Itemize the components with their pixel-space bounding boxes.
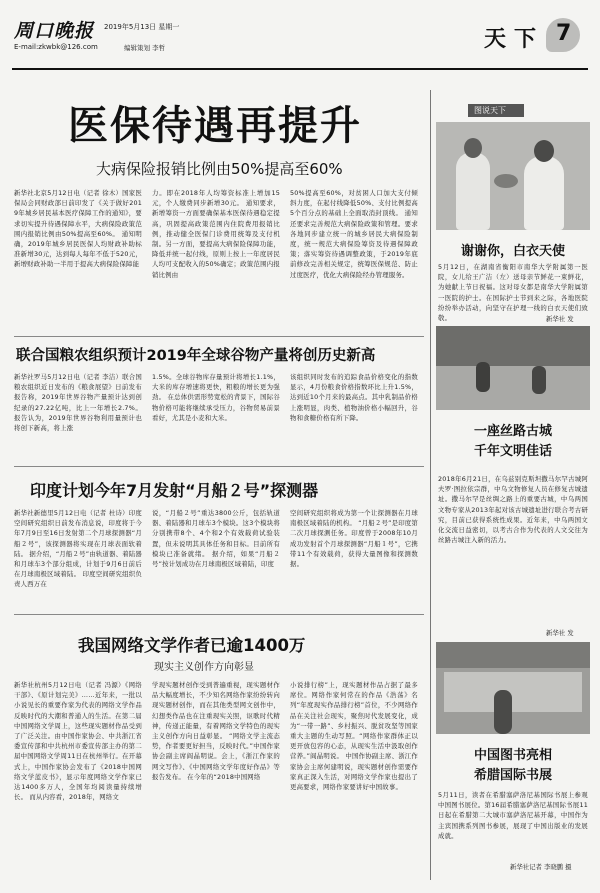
- sidebar-credit-2: 新华社 发: [546, 629, 574, 637]
- moon-column-2: 说，“月船２号”重达3800公斤，包括轨道器、着陆器和月球车3个模块。这3个模块将分别携带8个、4个和2个有效载荷试验装置，但未说明其具体任务和目标。目前所有模块已准备就绪。 据介绍，如果“月船２号”按计划成功在月球南极区域着陆，印度: [152, 509, 280, 569]
- sidebar-tag: 图说天下: [474, 106, 506, 115]
- photo-figure: [524, 156, 564, 230]
- sidebar-title-1: 谢谢你，白衣天使: [460, 244, 565, 259]
- lead-column-1: 新华社北京5月12日电（记者 徐木）国家医保局会同财政部日前印发了《关于做好2019年城乡居民基本医疗保障工作的通知》，要求切实提升待遇保障水平，大病保险政策范围内报销比例由50%提高至60%。 通知明确，2019年城乡居民医保人均财政补助标准新增30元，达到每人每年不低于520元，新增财政补助一半用于提高大病保险保障能: [14, 189, 142, 269]
- photo-nurses: [436, 122, 590, 230]
- masthead-rule: [12, 68, 588, 70]
- moon-headline: 印度计划今年7月发射“月船２号”探测器: [30, 481, 319, 500]
- lead-subheadline: 大病保险报销比例由50%提高至60%: [96, 160, 343, 178]
- photo-book-fair: [436, 642, 590, 734]
- lit-column-2: 学现实题材创作受到普遍重视，现实题材作品大幅度增长，不少知名网络作家纷纷转向现实题材创作，而在其他类型网文创作中，幻想类作品也在注重现实关照，讴歌时代精神，传递正能量，有着网络文学特色的现实主义创作方向日益彰显。 “网络文学主流态势，作者要更好担当，反映时代。”中国作家协会副主席阎晶明说。会上，《浙江作家的网文写作》、《中国网络文学年度好作品》等报告发布。 在今年的“2018中国网络: [152, 681, 280, 781]
- photo-flowers: [494, 174, 518, 188]
- lead-column-3: 50%提高至60%，对贫困人口加大支付倾斜力度，在起付线降低50%、支付比例提高5个百分点的基础上全面取消封顶线。 通知还要求完善规范大病保险政策和管理。要求各地同步建立统一的城乡居民大病保险制度，统一规范大病保险筹资及待遇保障政策；落实筹资待遇调整政策，于2019年底前修改完善相关规定，统筹医保规范、防止过度医疗，优化大病保险经办管理服务。: [290, 189, 418, 279]
- photo-visitor: [494, 690, 512, 734]
- issue-date: 2019年5月13日 星期一: [104, 23, 180, 31]
- photo-figure: [534, 140, 554, 162]
- grain-column-1: 新华社罗马5月12日电（记者 李洁）联合国粮农组织近日发布的《粮食展望》日前发布报告称，2019年世界谷物产量预计达到创纪录的27.22亿吨，比上一年增长2.7%。 报告认为，2019年世界谷物利用量预计也将创下新高，将上涨: [14, 373, 142, 433]
- email-address: E-mail:zkwbk@126.com: [14, 43, 98, 51]
- divider: [14, 466, 424, 467]
- sidebar-text-1: 5月12日，在湖南省衡阳市南华大学附属第一医院，女儿给王广洁（左）送母亲节鲜花一束鲜花，为她献上节日祝福。这对母女都是南华大学附属第一医院的护士。在国际护士节到来之际，各地医院纷纷举办活动，向坚守在护理一线的白衣天使们致敬。: [438, 263, 588, 323]
- moon-column-3: 空间研究组织将成为第一个让探测器在月球南极区域着陆的机构。 “月船２号”是印度第二次月球探测任务。印度曾于2008年10月成功发射首个月球探测器“月船１号”，它携带11个有效载荷，获得大量图像和探测数据。: [290, 509, 418, 569]
- photo-figure: [456, 152, 490, 230]
- sidebar-separator: [430, 90, 431, 880]
- sidebar-title-2a: 一座丝路古城: [473, 424, 552, 439]
- photo-bookshelf: [436, 642, 590, 668]
- grain-headline: 联合国粮农组织预计2019年全球谷物产量将创历史新高: [16, 348, 376, 364]
- lit-headline: 我国网络文学作者已逾1400万: [78, 636, 306, 655]
- masthead: [0, 0, 600, 72]
- sidebar-credit-3: 新华社记者 李晓鹏 摄: [510, 863, 572, 871]
- moon-column-1: 新华社新德里5月12日电（记者 杜诗）印度空间研究组织日前发布消息说，印度将于今年7月9日至16日发射第二个月球探测器“月船２号”，该探测器将实现在月球表面软着陆。 据介绍，“月船２号”由轨道器、着陆器和月球车3个部分组成，计划于9月6日前后在月球南极区域着陆。 印度空间研究组织负责人西万在: [14, 509, 142, 589]
- photo-worker: [476, 362, 490, 392]
- lit-subheadline: 现实主义创作方向彰显: [154, 662, 254, 673]
- lit-column-3: 小说排行榜”上，现实题材作品占据了最多席位。网络作家何常在的作品《浩荡》名列“年度现实作品排行榜”首位，不少网络作品在关注社会现实，聚焦时代发展变化，成为“一带一路”、乡村振兴、脱贫攻坚等国家重大主题的生动写照。“网络作家群体正以更开放包容的心态，从现实生活中汲取创作营养。”阎晶明说。 中国作协副主席、浙江作家协会主席何建明说，现实题材创作需要作家真正深入生活，对网络文学作家也提出了更高要求，网络作家要讲好中国故事。: [290, 681, 418, 792]
- photo-wall: [436, 326, 590, 366]
- lit-column-1: 新华社杭州5月12日电（记者 冯源）《网络干部》、《原计划完美》……近年来，一批以小说见长的重要作家为代表的网络文学作品反映时代的大潮和普通人的生活。在第二届中国网络文学周上，这些现实题材作品受到了广泛关注。由中国作家协会、中共浙江省委宣传部和中共杭州市委宣传部主办的第二届中国网络文学周11日在杭州举行。在开幕式上，中国作家协会发布了《2018中国网络文学蓝皮书》，显示年度网络文学作家已达1400多万人，全国年均阅读量持续增长。 而从内容看，2018年，网络文: [14, 681, 142, 802]
- grain-column-2: 1.5%。全球谷物库存量预计将增长1.1%，大米的库存增速将更快，粗粮的增长更为强劲。 在总体供需形势宽松的背景下，国际谷物价格可能将继续承受压力，谷物贸易前景看好，尤其是小麦和大米。: [152, 373, 280, 422]
- section-name: 天下: [484, 26, 545, 52]
- photo-figure: [464, 138, 482, 158]
- photo-ancient-city: [436, 326, 590, 410]
- photo-books: [444, 672, 582, 712]
- divider: [14, 336, 424, 337]
- newspaper-logo: 周口晚报: [14, 20, 95, 42]
- photo-floor: [436, 366, 590, 410]
- lead-column-2: 力。即在2018年人均筹资标准上增加15元，个人缴费同步新增30元。 通知要求，新增筹资一方面要确保基本医保待遇稳定提高，巩固提高政策范围内住院费用报销比例，推动健全医保门诊费用统筹及支付机制。另一方面，要提高大病保险保障功能，降低并统一起付线，原则上按上一年度居民人均可支配收入的50%确定；政策范围内报销比例由: [152, 189, 280, 279]
- photo-worker: [532, 366, 546, 394]
- divider: [14, 614, 424, 615]
- sidebar-title-3b: 希腊国际书展: [473, 768, 552, 783]
- sidebar-title-2b: 千年文明佳话: [473, 444, 552, 459]
- sidebar-title-3a: 中国图书亮相: [473, 748, 552, 763]
- sidebar-text-3: 5月11日，读者在希腊塞萨洛尼基国际书展上参观中国图书展位。第16届希腊塞萨洛尼基国际书展11日起在希腊第二大城市塞萨洛尼基开幕，中国作为主宾国携系列图书参展，展现了中国出版业的发展成就。: [438, 791, 588, 840]
- sidebar-text-2: 2018年6月21日，在乌兹别克斯坦撒马尔罕古城阿夫罗·图拉依宗群，中乌文物修复人员在修复古城遗址。撒马尔罕是丝绸之路上的重要古城，中乌两国文物专家从2013年起对该古城遗址进行联合考古研究，目前已获得系统性成果。近年来，中乌两国文化交流日益密切，以考古合作为代表的人文交往为丝路古城注入新的活力。: [438, 475, 588, 545]
- lead-headline: 医保待遇再提升: [68, 102, 362, 149]
- sidebar-credit-1: 新华社 发: [546, 315, 574, 323]
- page-editor: 编辑策划 李哲: [124, 44, 166, 52]
- grain-column-3: 该组织同时发布的追踪食品价格变化的指数显示，4月份粮食价格指数环比上升1.5%，达到近10个月来的最高点。其中乳制品价格上涨明显，肉类、植物油价格小幅回升，谷物和食糖价格有所下降。: [290, 373, 418, 422]
- page-number: 7: [556, 21, 572, 46]
